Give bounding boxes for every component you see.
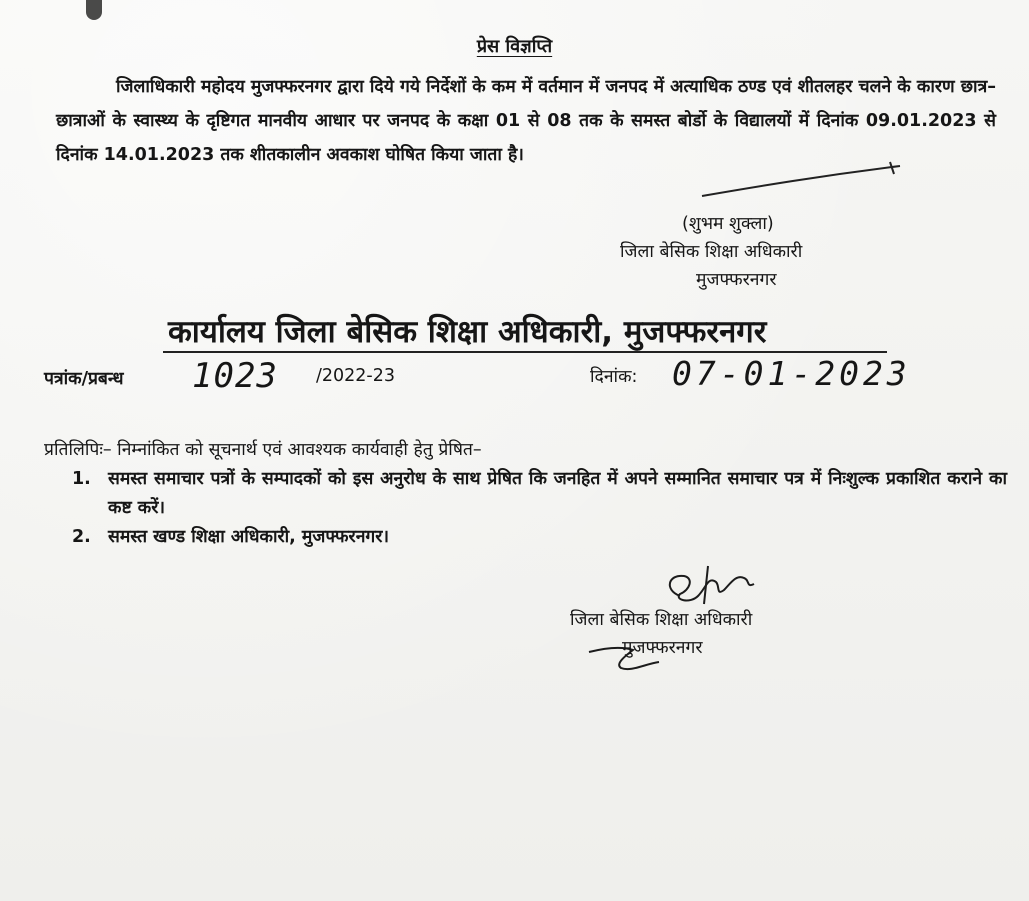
notice-paragraph: जिलाधिकारी महोदय मुजफ्फरनगर द्वारा दिये गये निर्देशों के कम में वर्तमान में जनपद में अत्याधिक ठण्ड एवं शीतलहर चलने के कारण छात्र– छात्राओं के स्वास्थ्य के दृष्टिगत मानवीय आधार पर जनपद के कक्षा 01 से 08 तक के समस्त बोर्डो के विद्यालयों में दिनांक 09.01.2023 से दिनांक 14.01.2023 तक शीतकालीन अवकाश घोषित किया जाता है। bbox=[56, 77, 996, 165]
date-value: 07-01-2023 bbox=[672, 354, 911, 393]
closing-city: मुजफ्फरनगर bbox=[622, 638, 703, 658]
press-release-heading bbox=[0, 34, 1029, 58]
list-item-number: 1. bbox=[72, 469, 91, 489]
signatory-block bbox=[620, 210, 920, 294]
list-item bbox=[72, 523, 1007, 552]
reference-label: पत्रांक/प्रबन्ध bbox=[44, 369, 124, 389]
corner-ink-mark bbox=[86, 0, 102, 20]
list-item-number: 2. bbox=[72, 527, 91, 547]
closing-signature-block bbox=[570, 606, 890, 662]
handwritten-signature bbox=[650, 560, 760, 610]
list-item bbox=[72, 465, 1007, 523]
copy-to-list bbox=[72, 465, 1007, 552]
list-item-text: समस्त खण्ड शिक्षा अधिकारी, मुजफ्फरनगर। bbox=[108, 527, 390, 547]
signatory-designation: जिला बेसिक शिक्षा अधिकारी bbox=[620, 242, 803, 262]
date-label: दिनांक: bbox=[590, 367, 638, 387]
heading-text: प्रेस विज्ञप्ति bbox=[476, 36, 553, 57]
reference-line bbox=[44, 354, 1004, 400]
signatory-city: मुजफ्फरनगर bbox=[696, 270, 777, 290]
closing-designation: जिला बेसिक शिक्षा अधिकारी bbox=[570, 610, 753, 630]
list-item-text: समस्त समाचार पत्रों के सम्पादकों को इस अनुरोध के साथ प्रेषित कि जनहित में अपने सम्मानित समाचार पत्र में निःशुल्क प्रकाशित कराने का कष्ट करें। bbox=[108, 469, 1007, 518]
copy-to-heading: प्रतिलिपिः– निम्नांकित को सूचनार्थ एवं आवश्यक कार्यवाही हेतु प्रेषित– bbox=[44, 440, 482, 460]
signatory-name: (शुभम शुक्ला) bbox=[682, 214, 774, 234]
office-title-underline bbox=[163, 351, 887, 353]
office-title: कार्यालय जिला बेसिक शिक्षा अधिकारी, मुजफ्फरनगर bbox=[168, 314, 767, 350]
reference-number: 1023 bbox=[192, 356, 278, 396]
reference-year: /2022-23 bbox=[316, 366, 396, 386]
pen-stroke bbox=[700, 160, 910, 200]
